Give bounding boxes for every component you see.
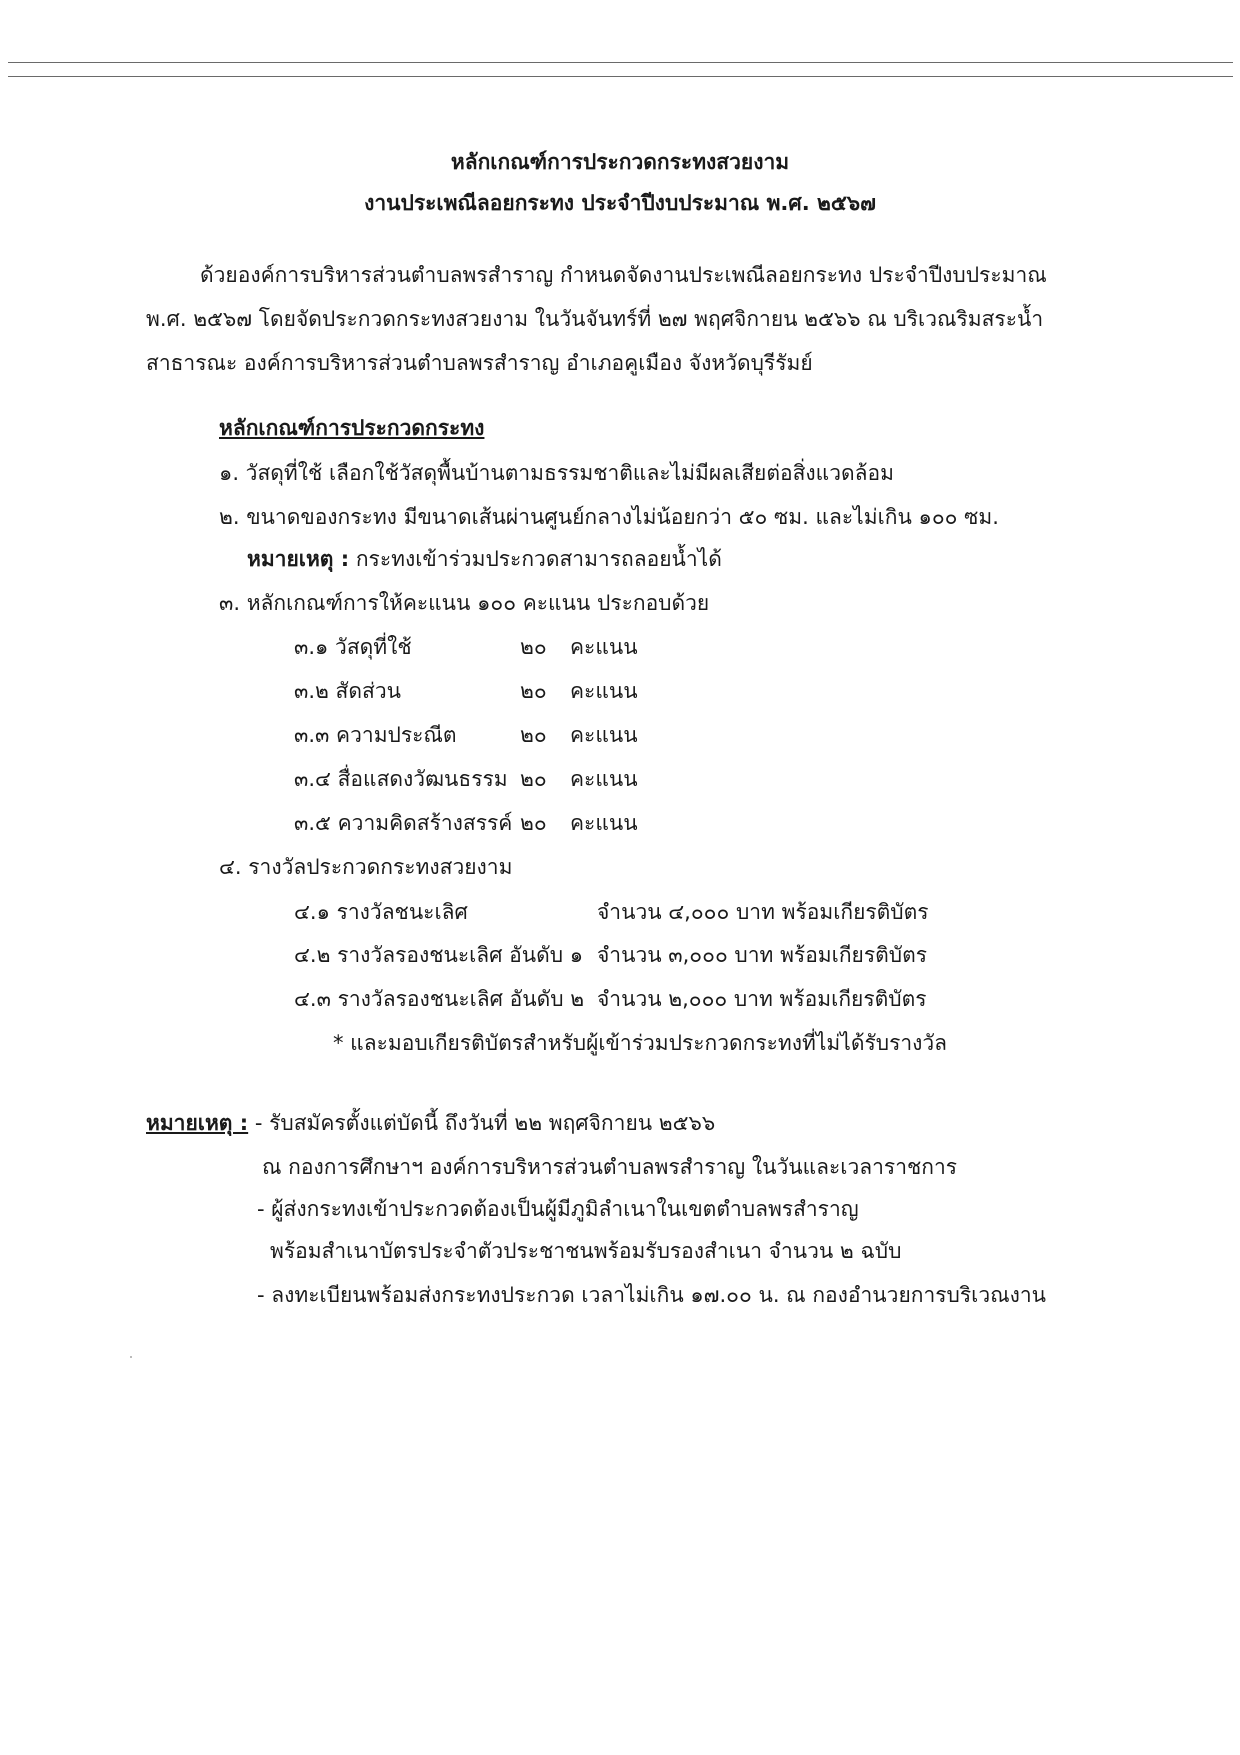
prize-label: ๔.๑ รางวัลชนะเลิศ (294, 900, 468, 924)
score-label: ๓.๕ ความคิดสร้างสรรค์ (294, 811, 513, 835)
score-unit: คะแนน (570, 679, 638, 703)
remarks-line-2: ณ กองการศึกษาฯ องค์การบริหารส่วนตำบลพรสำราญ ในวันและเวลาราชการ (262, 1155, 958, 1179)
header-rule-top (8, 62, 1233, 63)
intro-line-1: ด้วยองค์การบริหารส่วนตำบลพรสำราญ กำหนดจัดงานประเพณีลอยกระทง ประจำปีงบประมาณ (200, 263, 1047, 287)
criteria-note-label: หมายเหตุ : (247, 547, 350, 571)
prize-note: * และมอบเกียรติบัตรสำหรับผู้เข้าร่วมประกวดกระทงที่ไม่ได้รับรางวัล (333, 1031, 948, 1055)
score-unit: คะแนน (570, 723, 638, 747)
score-unit: คะแนน (570, 811, 638, 835)
criteria-item-4: ๔. รางวัลประกวดกระทงสวยงาม (219, 855, 513, 879)
remarks-line-5: - ลงทะเบียนพร้อมส่งกระทงประกวด เวลาไม่เกิน ๑๗.๐๐ น. ณ กองอำนวยการบริเวณงาน (257, 1283, 1047, 1307)
criteria-note-text: กระทงเข้าร่วมประกวดสามารถลอยน้ำได้ (349, 547, 722, 571)
score-points: ๒๐ (520, 723, 547, 747)
score-points: ๒๐ (520, 767, 547, 791)
criteria-item-3: ๓. หลักเกณฑ์การให้คะแนน ๑๐๐ คะแนน ประกอบด้วย (219, 591, 710, 615)
document-title: หลักเกณฑ์การประกวดกระทงสวยงาม (450, 150, 790, 174)
document-subtitle: งานประเพณีลอยกระทง ประจำปีงบประมาณ พ.ศ. ๒๕๖๗ (364, 191, 876, 215)
criteria-heading: หลักเกณฑ์การประกวดกระทง (219, 416, 485, 440)
score-label: ๓.๓ ความประณีต (294, 723, 457, 747)
scan-speck (130, 1356, 132, 1358)
remarks-line-4: พร้อมสำเนาบัตรประจำตัวประชาชนพร้อมรับรองสำเนา จำนวน ๒ ฉบับ (270, 1239, 902, 1263)
remarks-text-1: - รับสมัครตั้งแต่บัดนี้ ถึงวันที่ ๒๒ พฤศจิกายน ๒๕๖๖ (248, 1111, 716, 1135)
score-label: ๓.๒ สัดส่วน (294, 679, 401, 703)
score-points: ๒๐ (520, 811, 547, 835)
prize-amount: จำนวน ๓,๐๐๐ บาท พร้อมเกียรติบัตร (597, 943, 928, 967)
remarks-line-3: - ผู้ส่งกระทงเข้าประกวดต้องเป็นผู้มีภูมิลำเนาในเขตตำบลพรสำราญ (257, 1197, 859, 1221)
prize-label: ๔.๓ รางวัลรองชนะเลิศ อันดับ ๒ (294, 987, 585, 1011)
prize-amount: จำนวน ๒,๐๐๐ บาท พร้อมเกียรติบัตร (597, 987, 927, 1011)
criteria-item-2: ๒. ขนาดของกระทง มีขนาดเส้นผ่านศูนย์กลางไม่น้อยกว่า ๕๐ ซม. และไม่เกิน ๑๐๐ ซม. (219, 505, 999, 529)
score-points: ๒๐ (520, 679, 547, 703)
score-unit: คะแนน (570, 635, 638, 659)
intro-line-2: พ.ศ. ๒๕๖๗ โดยจัดประกวดกระทงสวยงาม ในวันจันทร์ที่ ๒๗ พฤศจิกายน ๒๕๖๖ ณ บริเวณริมสระน้ำ (146, 307, 1044, 331)
prize-amount: จำนวน ๔,๐๐๐ บาท พร้อมเกียรติบัตร (597, 900, 929, 924)
criteria-note (247, 545, 722, 573)
intro-line-3: สาธารณะ องค์การบริหารส่วนตำบลพรสำราญ อำเภอคูเมือง จังหวัดบุรีรัมย์ (146, 351, 813, 375)
score-unit: คะแนน (570, 767, 638, 791)
prize-label: ๔.๒ รางวัลรองชนะเลิศ อันดับ ๑ (294, 943, 584, 967)
score-label: ๓.๑ วัสดุที่ใช้ (294, 635, 412, 659)
header-rule-bottom (8, 76, 1233, 77)
remarks-line-1 (146, 1109, 715, 1137)
score-points: ๒๐ (520, 635, 547, 659)
remarks-label: หมายเหตุ : (146, 1111, 249, 1135)
score-label: ๓.๔ สื่อแสดงวัฒนธรรม (294, 767, 508, 791)
criteria-item-1: ๑. วัสดุที่ใช้ เลือกใช้วัสดุพื้นบ้านตามธรรมชาติและไม่มีผลเสียต่อสิ่งแวดล้อม (219, 461, 894, 485)
